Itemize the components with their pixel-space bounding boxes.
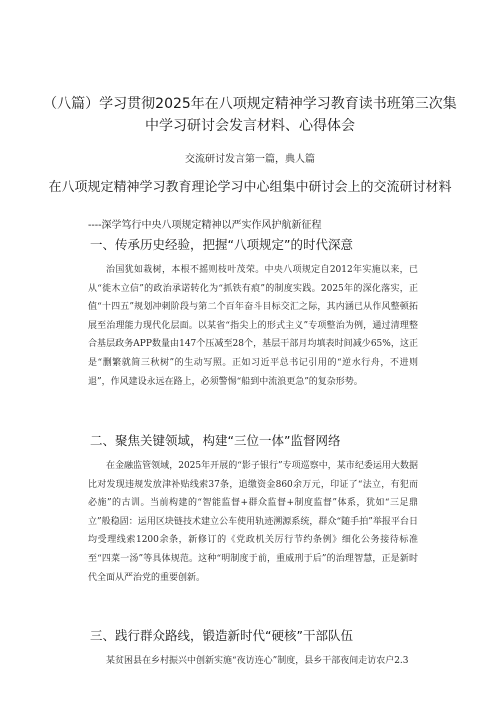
document-title: （八篇）学习贯彻2025年在八项规定精神学习教育读书班第三次集中学习研讨会发言材料、心得体会 — [43, 96, 457, 134]
section-heading-2: 二、聚焦关键领域，构建“三位一体”监督网络 — [90, 433, 341, 448]
section-heading-1: 一、传承历史经验，把握“八项规定”的时代深意 — [90, 237, 353, 252]
section-heading-3: 三、践行群众路线，锻造新时代“硬核”干部队伍 — [90, 628, 353, 643]
section-paragraph-3: 某贫困县在乡村振兴中创新实施“夜访连心”制度，县乡干部夜间走访农户2.3 — [106, 656, 409, 666]
article-title: 在八项规定精神学习教育理论学习中心组集中研讨会上的交流研讨材料 — [48, 180, 452, 195]
section-paragraph-2: 在金融监管领域，2025年开展的“影子银行”专项巡察中，某市纪委运用大数据比对发现违规发放津补贴线索37条，追缴资金860余万元，印证了“法立，有犯而必施”的古训。当前构建的“智能监督+群众监督+制度监督”体系，犹如“三足鼎立”般稳固：运用区块链技术建立公车使用轨迹溯源系统，群众“随手拍”举报平台日均受理线索1200余条，新修订的《党政机关厉行节约条例》细化公务接待标准至“四菜一汤”等具体规范。这种“明制度于前，重威刑于后”的治理智慧，正是新时代全面从严治党的重要创新。 — [88, 461, 418, 583]
section-paragraph-1: 治国犹如栽树，本根不摇则枝叶茂荣。中央八项规定自2012年实施以来，已从“徙木立信”的政治承诺转化为“抓铁有痕”的制度实践。2025年的深化落实，正值“十四五”规划冲刺阶段与第二个百年奋斗目标交汇之际，其内涵已从作风整顿拓展至治理能力现代化层面。以某省“指尖上的形式主义”专项整治为例，通过清理整合基层政务APP数量由147个压减至28个，基层干部月均填表时间减少65%，这正是“删繁就简三秋树”的生动写照。正如习近平总书记引用的“逆水行舟，不进则退”，作风建设永远在路上，必须警惕“船到中流浪更急”的复杂形势。 — [88, 265, 418, 387]
article-subtitle: ----深学笃行中央八项规定精神以严实作风护航新征程 — [88, 220, 322, 231]
series-label: 交流研讨发言第一篇，典人篇 — [185, 154, 315, 165]
